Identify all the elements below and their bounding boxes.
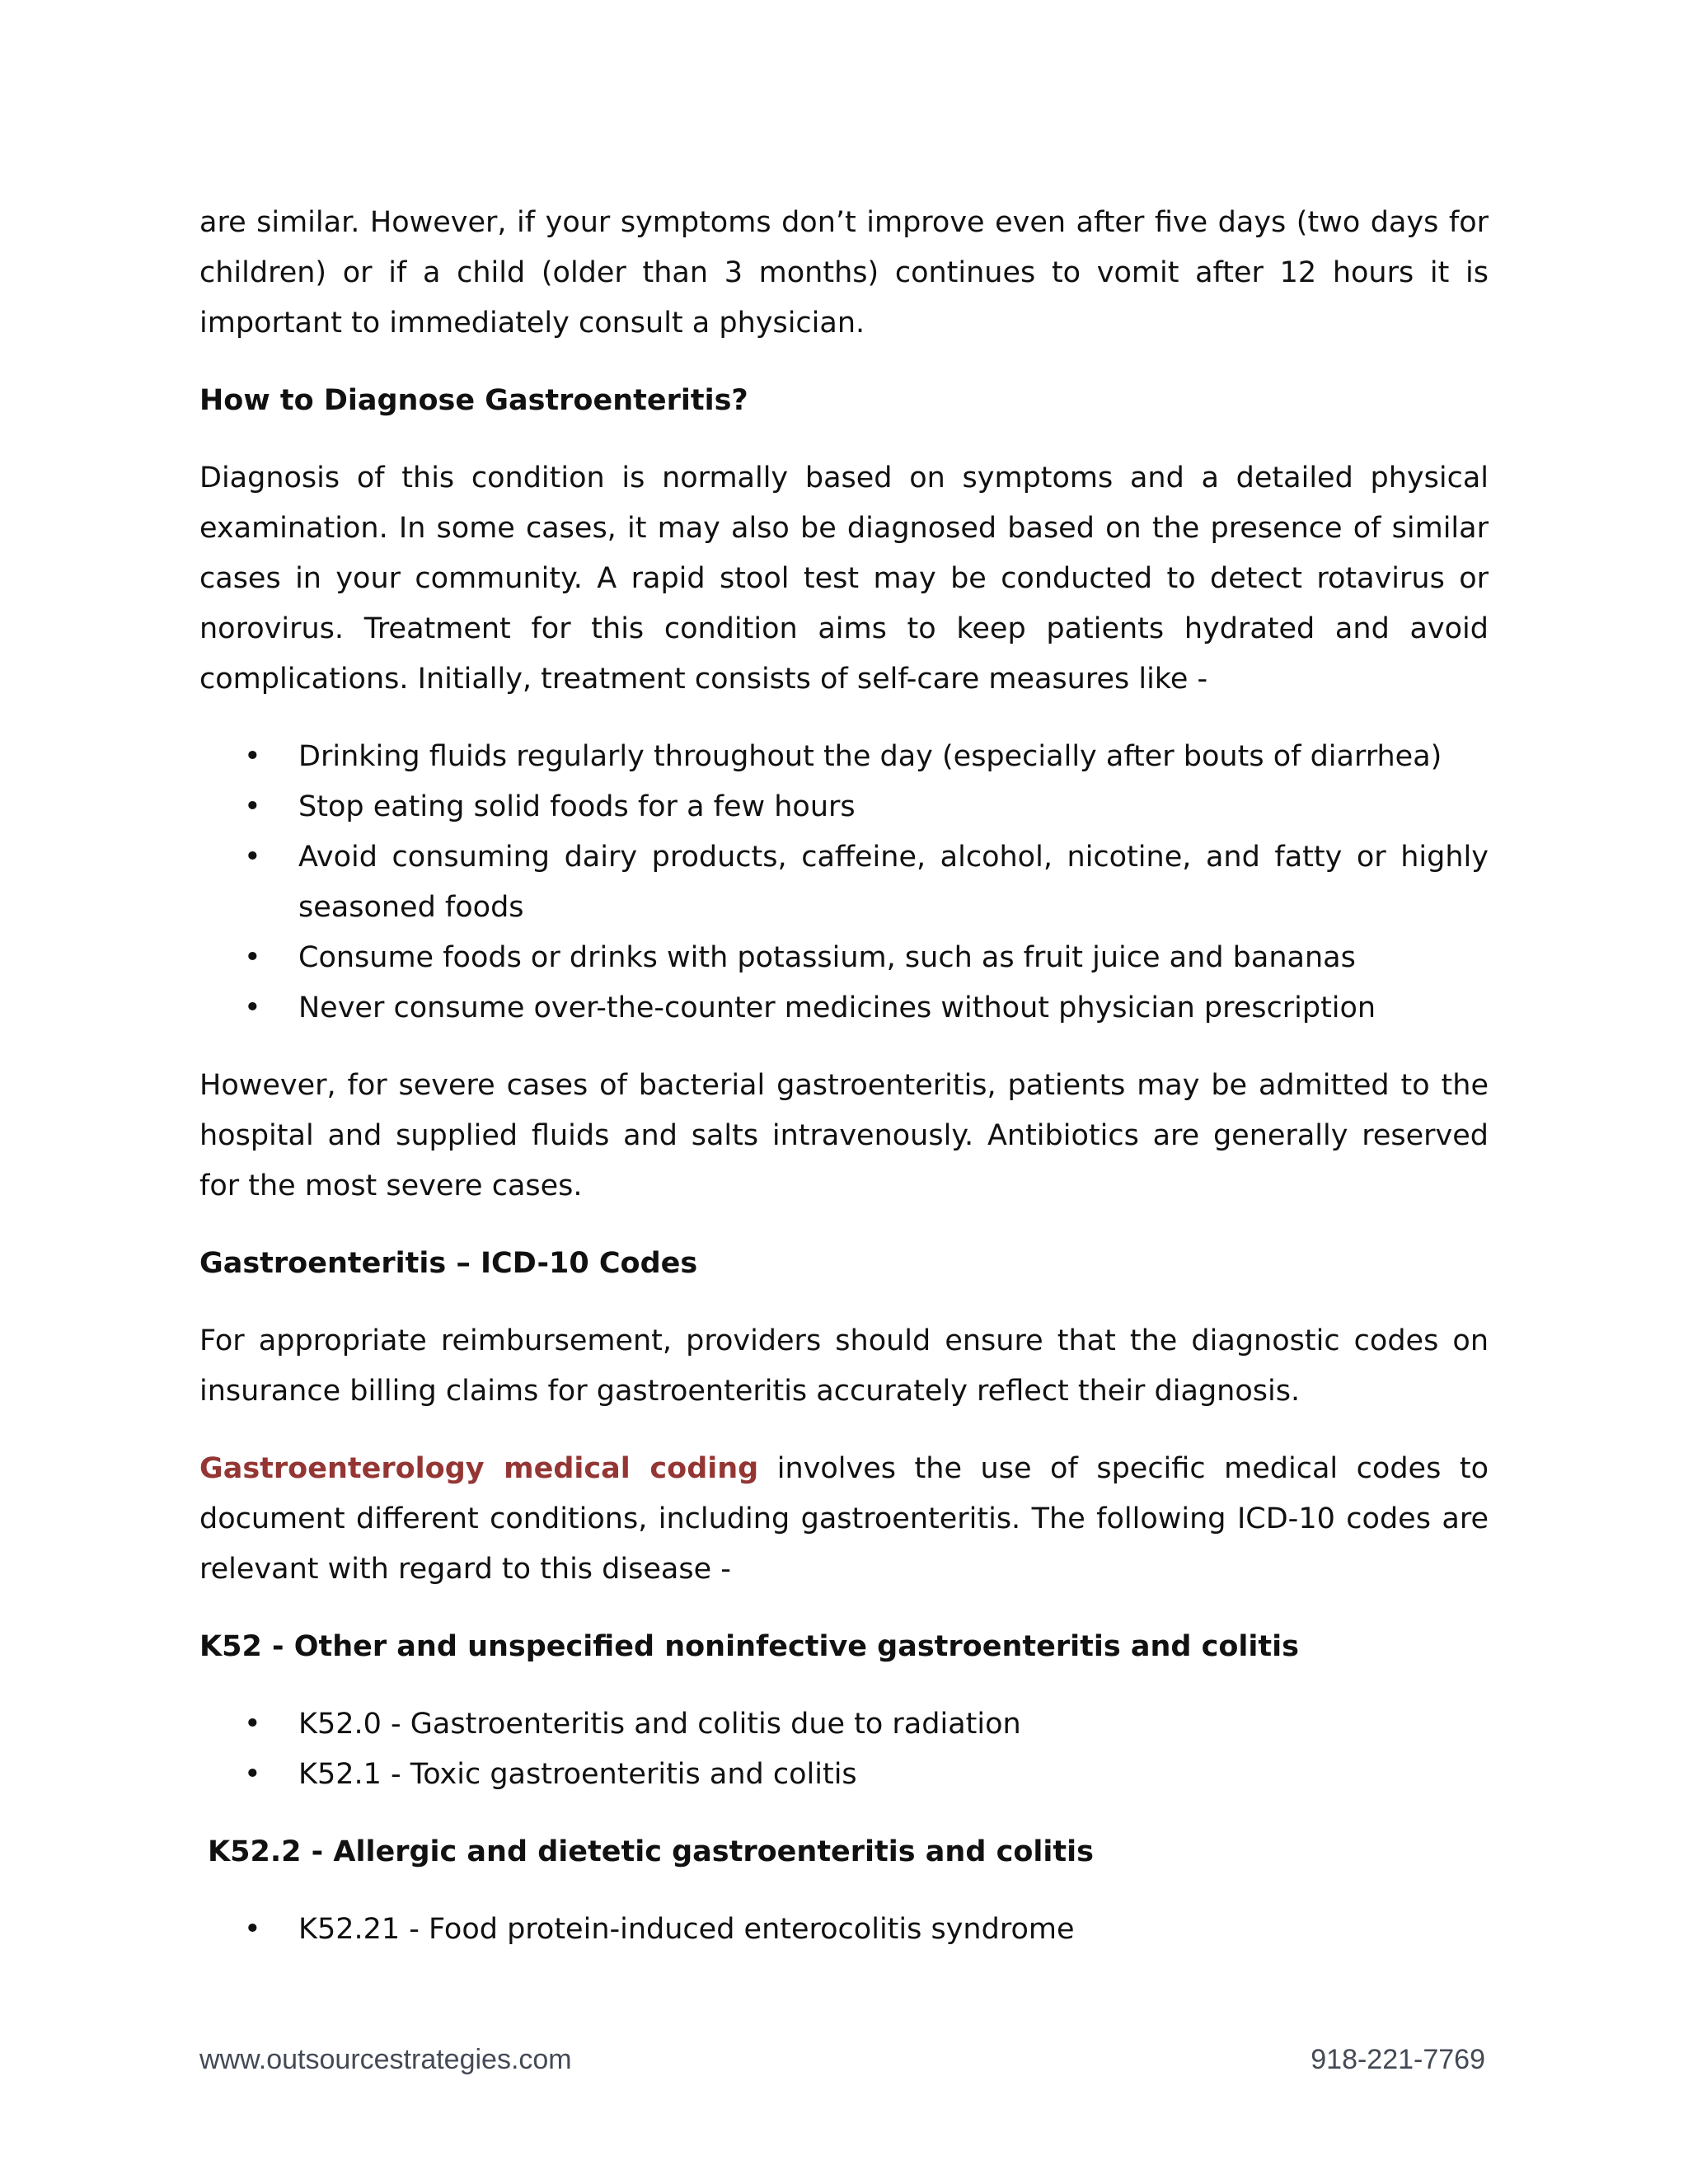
- k52-code-list: [199, 1699, 1489, 1800]
- icd-heading: Gastroenteritis – ICD-10 Codes: [199, 1247, 698, 1280]
- list-item: [199, 832, 1489, 933]
- list-item-text: K52.21 - Food protein-induced enterocolitis syndrome: [298, 1913, 1075, 1946]
- diagnose-paragraph: Diagnosis of this condition is normally based on symptoms and a detailed physical examination. In some cases, it may also be diagnosed based on the presence of similar cases in your community. A rapid stool test may be conducted to detect rotavirus or norovirus. Treatment for this condition aims to keep patients hydrated and avoid complications. Initially, treatment consists of self-care measures like -: [199, 462, 1489, 696]
- coding-paragraph: [199, 1444, 1489, 1595]
- list-item-text: Drinking fluids regularly throughout the day (especially after bouts of diarrhea): [298, 740, 1442, 773]
- footer-website[interactable]: www.outsourcestrategies.com: [199, 2044, 572, 2075]
- bullet-icon: •: [244, 790, 261, 823]
- k52-2-code-list: [199, 1905, 1489, 1955]
- list-item-text: K52.0 - Gastroenteritis and colitis due to radiation: [298, 1708, 1021, 1741]
- diagnose-heading: How to Diagnose Gastroenteritis?: [199, 384, 748, 417]
- list-item-text: Avoid consuming dairy products, caffeine, alcohol, nicotine, and fatty or highly seasoned foods: [298, 841, 1489, 924]
- list-item: [199, 983, 1489, 1033]
- k52-2-heading: K52.2 - Allergic and dietetic gastroenteritis and colitis: [208, 1835, 1094, 1868]
- bullet-icon: •: [244, 991, 261, 1024]
- bullet-icon: •: [244, 1758, 261, 1791]
- list-item-text: K52.1 - Toxic gastroenteritis and colitis: [298, 1758, 857, 1791]
- intro-paragraph: are similar. However, if your symptoms don’t improve even after five days (two days for children) or if a child (older than 3 months) continues to vomit after 12 hours it is important to immediately consult a physician.: [199, 206, 1489, 340]
- document-page: [199, 198, 1489, 1982]
- severe-cases-paragraph: However, for severe cases of bacterial gastroenteritis, patients may be admitted to the hospital and supplied fluids and salts intravenously. Antibiotics are generally reserved for the most severe cases.: [199, 1069, 1489, 1202]
- list-item: [199, 1699, 1489, 1750]
- list-item: [199, 782, 1489, 832]
- list-item-text: Consume foods or drinks with potassium, such as fruit juice and bananas: [298, 941, 1356, 974]
- list-item: [199, 1905, 1489, 1955]
- gastroenterology-coding-link[interactable]: Gastroenterology medical coding: [199, 1452, 759, 1485]
- coding-paragraph-text: involves the use of specific medical codes to document different conditions, including gastroenteritis. The following ICD-10 codes are relevant with regard to this disease -: [199, 1452, 1489, 1586]
- list-item-text: Never consume over-the-counter medicines without physician prescription: [298, 991, 1376, 1024]
- reimbursement-paragraph: For appropriate reimbursement, providers should ensure that the diagnostic codes on insurance billing claims for gastroenteritis accurately reflect their diagnosis.: [199, 1324, 1489, 1408]
- bullet-icon: •: [244, 1913, 261, 1946]
- list-item: [199, 732, 1489, 782]
- list-item-text: Stop eating solid foods for a few hours: [298, 790, 856, 823]
- bullet-icon: •: [244, 740, 261, 773]
- bullet-icon: •: [244, 1708, 261, 1741]
- bullet-icon: •: [244, 941, 261, 974]
- bullet-icon: •: [244, 841, 261, 874]
- footer-phone: 918-221-7769: [1311, 2044, 1485, 2075]
- list-item: [199, 933, 1489, 983]
- list-item: [199, 1750, 1489, 1800]
- self-care-list: [199, 732, 1489, 1033]
- k52-heading: K52 - Other and unspecified noninfective gastroenteritis and colitis: [199, 1630, 1299, 1663]
